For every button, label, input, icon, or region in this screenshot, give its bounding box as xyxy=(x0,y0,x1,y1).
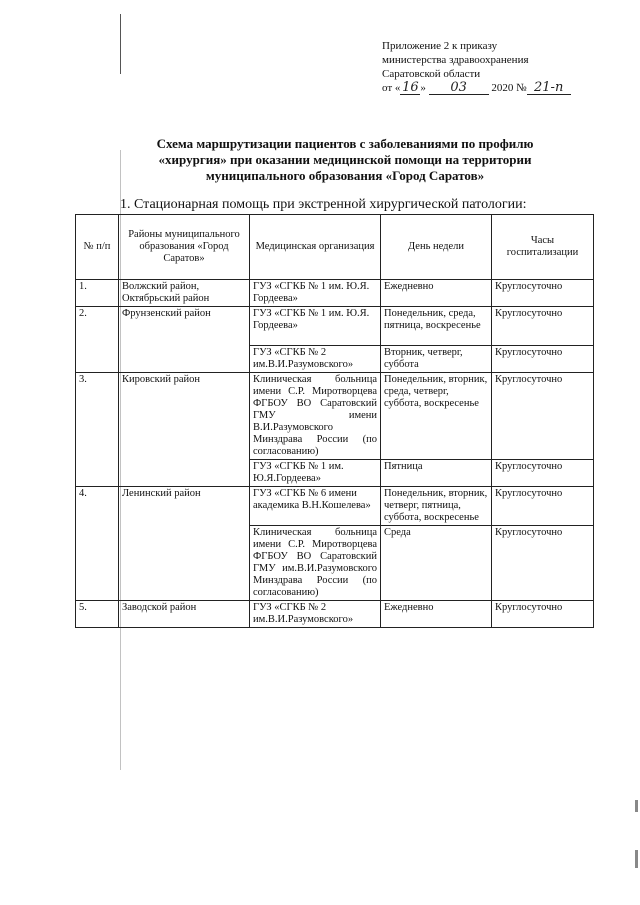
table-row xyxy=(76,280,594,307)
cell-district: Кировский район xyxy=(119,373,250,487)
cell-org: Клиническая больница имени С.Р. Миротворцева ФГБОУ ВО Саратовский ГМУ имени В.И.Разумовского Минздрава России (по согласованию) xyxy=(250,373,381,460)
title-line-2: «хирургия» при оказании медицинской помощи на территории xyxy=(158,152,532,167)
cell-num: 5. xyxy=(76,601,119,628)
table-row xyxy=(76,487,594,526)
header-num: № п/п xyxy=(76,215,119,280)
cell-district: Ленинский район xyxy=(119,487,250,601)
document-title xyxy=(110,136,580,184)
cell-hours: Круглосуточно xyxy=(492,526,594,601)
table-header-row xyxy=(76,215,594,280)
cell-org: ГУЗ «СГКБ № 2 им.В.И.Разумовского» xyxy=(250,346,381,373)
date-month: 03 xyxy=(429,82,489,95)
routing-table xyxy=(75,214,594,628)
date-year: 2020 № xyxy=(491,82,527,94)
cell-days: Ежедневно xyxy=(381,601,492,628)
cell-hours: Круглосуточно xyxy=(492,307,594,346)
cell-org: ГУЗ «СГКБ № 1 им. Ю.Я.Гордеева» xyxy=(250,460,381,487)
cell-hours: Круглосуточно xyxy=(492,373,594,460)
scan-artifact-line xyxy=(120,14,121,74)
cell-hours: Круглосуточно xyxy=(492,280,594,307)
annex-line-1: Приложение 2 к приказу xyxy=(382,40,498,52)
header-hours: Часы госпитализации xyxy=(492,215,594,280)
cell-district: Фрунзенский район xyxy=(119,307,250,373)
cell-org: Клиническая больница имени С.Р. Миротворцева ФГБОУ ВО Саратовский ГМУ им.В.И.Разумовского Минздрава России (по согласованию) xyxy=(250,526,381,601)
annex-line-3: Саратовской области xyxy=(382,68,481,80)
annex-header xyxy=(382,39,622,95)
cell-hours: Круглосуточно xyxy=(492,346,594,373)
annex-line-2: министерства здравоохранения xyxy=(382,54,529,66)
cell-days: Среда xyxy=(381,526,492,601)
annex-date-line xyxy=(382,81,622,95)
cell-district: Волжский район, Октябрьский район xyxy=(119,280,250,307)
date-prefix: от « xyxy=(382,82,401,94)
cell-hours: Круглосуточно xyxy=(492,460,594,487)
cell-num: 1. xyxy=(76,280,119,307)
cell-org: ГУЗ «СГКБ № 1 им. Ю.Я. Гордеева» xyxy=(250,280,381,307)
cell-days: Понедельник, вторник, четверг, пятница, суббота, воскресенье xyxy=(381,487,492,526)
table-row xyxy=(76,307,594,346)
header-org: Медицинская организация xyxy=(250,215,381,280)
cell-org: ГУЗ «СГКБ № 1 им. Ю.Я. Гордеева» xyxy=(250,307,381,346)
cell-district: Заводской район xyxy=(119,601,250,628)
cell-num: 3. xyxy=(76,373,119,487)
table-row xyxy=(76,601,594,628)
cell-days: Вторник, четверг, суббота xyxy=(381,346,492,373)
table-row xyxy=(76,373,594,460)
title-line-3: муниципального образования «Город Саратов» xyxy=(205,168,485,183)
cell-hours: Круглосуточно xyxy=(492,601,594,628)
cell-days: Пятница xyxy=(381,460,492,487)
cell-hours: Круглосуточно xyxy=(492,487,594,526)
date-day: 16 xyxy=(402,80,419,95)
cell-org: ГУЗ «СГКБ № 2 им.В.И.Разумовского» xyxy=(250,601,381,628)
date-mid: » xyxy=(420,82,426,94)
header-days: День недели xyxy=(381,215,492,280)
scan-edge-mark xyxy=(635,800,638,812)
scan-edge-mark xyxy=(635,850,638,868)
cell-days: Понедельник, вторник, среда, четверг, суббота, воскресенье xyxy=(381,373,492,460)
order-number: 21-п xyxy=(527,82,571,95)
header-district: Районы муниципального образования «Город Саратов» xyxy=(119,215,250,280)
cell-days: Понедельник, среда, пятница, воскресенье xyxy=(381,307,492,346)
cell-days: Ежедневно xyxy=(381,280,492,307)
cell-org: ГУЗ «СГКБ № 6 имени академика В.Н.Кошелева» xyxy=(250,487,381,526)
cell-num: 2. xyxy=(76,307,119,373)
cell-num: 4. xyxy=(76,487,119,601)
title-line-1: Схема маршрутизации пациентов с заболеваниями по профилю xyxy=(156,136,534,151)
section-heading: 1. Стационарная помощь при экстренной хирургической патологии: xyxy=(120,197,527,212)
